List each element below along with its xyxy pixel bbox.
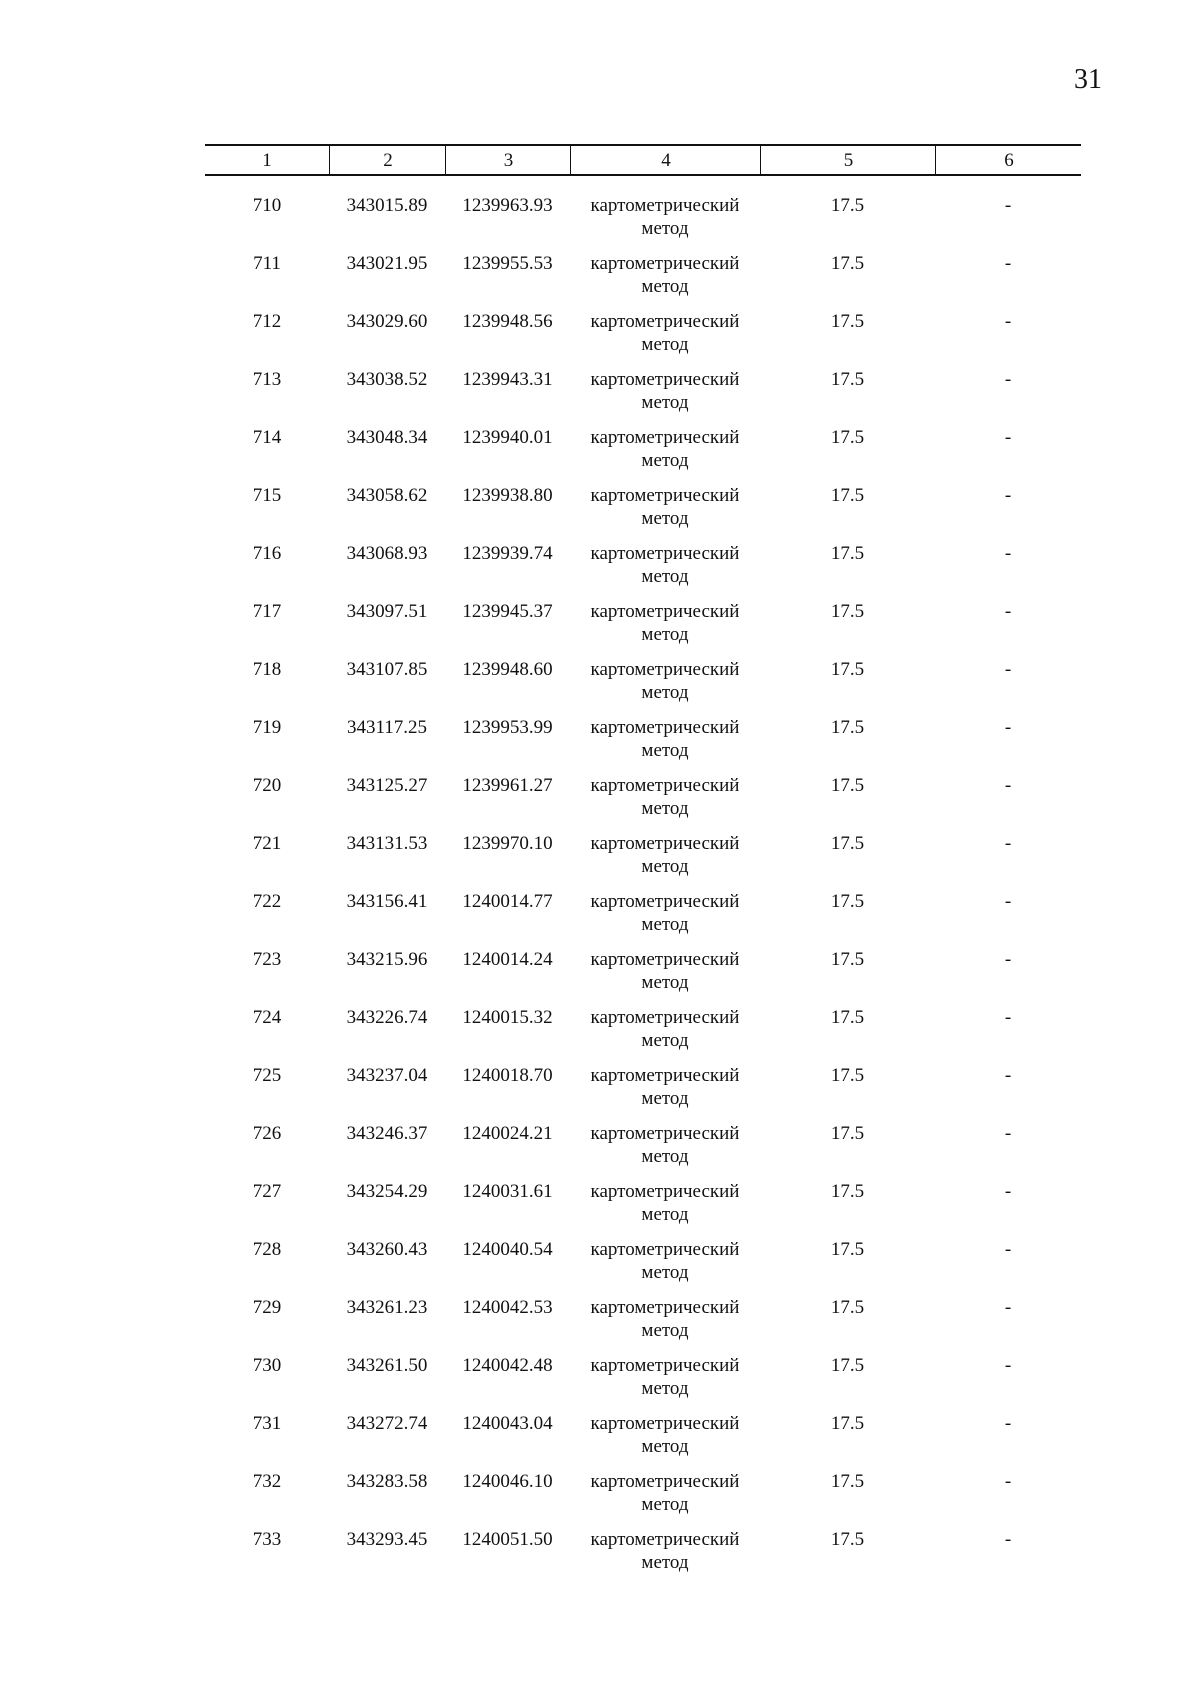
note-cell: - — [1004, 195, 1012, 216]
table-row — [205, 716, 1081, 774]
coordinate-x-cell: 343246.37 — [346, 1123, 428, 1144]
header-col-4: 4 — [570, 146, 761, 174]
method-cell — [570, 832, 760, 878]
note-cell: - — [1004, 1355, 1012, 1376]
method-line-2: метод — [641, 1320, 689, 1341]
method-line-2: метод — [641, 972, 689, 993]
table-row — [205, 542, 1081, 600]
coordinate-y-cell: 1239963.93 — [462, 195, 553, 216]
accuracy-cell: 17.5 — [830, 775, 865, 796]
accuracy-cell: 17.5 — [830, 1297, 865, 1318]
note-cell: - — [1004, 717, 1012, 738]
method-cell — [570, 542, 760, 588]
table-row — [205, 600, 1081, 658]
accuracy-cell: 17.5 — [830, 717, 865, 738]
coordinate-x-cell: 343272.74 — [346, 1413, 428, 1434]
coordinate-x-cell: 343260.43 — [346, 1239, 428, 1260]
method-line-2: метод — [641, 1088, 689, 1109]
point-number-cell: 715 — [252, 485, 282, 506]
method-line-1: картометрический — [590, 601, 740, 622]
table-row — [205, 658, 1081, 716]
note-cell: - — [1004, 1413, 1012, 1434]
coordinate-x-cell: 343125.27 — [346, 775, 428, 796]
coordinate-x-cell: 343156.41 — [346, 891, 428, 912]
coordinate-x-cell: 343254.29 — [346, 1181, 428, 1202]
coordinate-x-cell: 343107.85 — [346, 659, 428, 680]
point-number-cell: 729 — [252, 1297, 282, 1318]
coordinate-x-cell: 343283.58 — [346, 1471, 428, 1492]
method-line-1: картометрический — [590, 717, 740, 738]
note-cell: - — [1004, 1529, 1012, 1550]
accuracy-cell: 17.5 — [830, 427, 865, 448]
table-row — [205, 368, 1081, 426]
coordinate-y-cell: 1239961.27 — [462, 775, 553, 796]
coordinate-x-cell: 343226.74 — [346, 1007, 428, 1028]
method-line-2: метод — [641, 392, 689, 413]
point-number-cell: 726 — [252, 1123, 282, 1144]
method-line-1: картометрический — [590, 1007, 740, 1028]
method-line-1: картометрический — [590, 833, 740, 854]
page-number: 31 — [1074, 64, 1102, 95]
accuracy-cell: 17.5 — [830, 659, 865, 680]
method-line-2: метод — [641, 334, 689, 355]
method-line-1: картометрический — [590, 427, 740, 448]
coordinate-y-cell: 1240040.54 — [462, 1239, 553, 1260]
point-number-cell: 725 — [252, 1065, 282, 1086]
method-cell — [570, 600, 760, 646]
coordinate-x-cell: 343097.51 — [346, 601, 428, 622]
method-line-1: картометрический — [590, 659, 740, 680]
table-row — [205, 252, 1081, 310]
coordinates-table — [205, 144, 1081, 1586]
note-cell: - — [1004, 659, 1012, 680]
point-number-cell: 730 — [252, 1355, 282, 1376]
coordinate-y-cell: 1240024.21 — [462, 1123, 553, 1144]
accuracy-cell: 17.5 — [830, 1239, 865, 1260]
coordinate-y-cell: 1240031.61 — [462, 1181, 553, 1202]
method-line-1: картометрический — [590, 949, 740, 970]
note-cell: - — [1004, 369, 1012, 390]
table-row — [205, 310, 1081, 368]
note-cell: - — [1004, 1297, 1012, 1318]
point-number-cell: 716 — [252, 543, 282, 564]
point-number-cell: 717 — [252, 601, 282, 622]
method-cell — [570, 252, 760, 298]
header-col-3: 3 — [445, 146, 571, 174]
coordinate-x-cell: 343261.23 — [346, 1297, 428, 1318]
method-line-1: картометрический — [590, 485, 740, 506]
coordinate-y-cell: 1239948.56 — [462, 311, 553, 332]
table-header — [205, 144, 1081, 176]
coordinate-x-cell: 343131.53 — [346, 833, 428, 854]
point-number-cell: 721 — [252, 833, 282, 854]
note-cell: - — [1004, 833, 1012, 854]
method-line-1: картометрический — [590, 1355, 740, 1376]
point-number-cell: 718 — [252, 659, 282, 680]
table-row — [205, 194, 1081, 252]
method-line-1: картометрический — [590, 195, 740, 216]
method-line-1: картометрический — [590, 1065, 740, 1086]
method-line-2: метод — [641, 1378, 689, 1399]
method-cell — [570, 1354, 760, 1400]
note-cell: - — [1004, 311, 1012, 332]
point-number-cell: 720 — [252, 775, 282, 796]
coordinate-x-cell: 343237.04 — [346, 1065, 428, 1086]
method-line-2: метод — [641, 798, 689, 819]
method-line-1: картометрический — [590, 775, 740, 796]
table-row — [205, 1354, 1081, 1412]
note-cell: - — [1004, 601, 1012, 622]
accuracy-cell: 17.5 — [830, 891, 865, 912]
coordinate-y-cell: 1239943.31 — [462, 369, 553, 390]
point-number-cell: 724 — [252, 1007, 282, 1028]
method-line-1: картометрический — [590, 1297, 740, 1318]
method-line-2: метод — [641, 508, 689, 529]
point-number-cell: 728 — [252, 1239, 282, 1260]
coordinate-x-cell: 343117.25 — [346, 717, 428, 738]
coordinate-y-cell: 1240042.48 — [462, 1355, 553, 1376]
note-cell: - — [1004, 949, 1012, 970]
point-number-cell: 731 — [252, 1413, 282, 1434]
method-cell — [570, 310, 760, 356]
coordinate-y-cell: 1240015.32 — [462, 1007, 553, 1028]
table-row — [205, 1064, 1081, 1122]
method-line-2: метод — [641, 1494, 689, 1515]
coordinate-y-cell: 1239955.53 — [462, 253, 553, 274]
method-cell — [570, 658, 760, 704]
accuracy-cell: 17.5 — [830, 1355, 865, 1376]
coordinate-y-cell: 1239938.80 — [462, 485, 553, 506]
method-line-2: метод — [641, 914, 689, 935]
method-line-2: метод — [641, 276, 689, 297]
accuracy-cell: 17.5 — [830, 1181, 865, 1202]
method-line-2: метод — [641, 1146, 689, 1167]
note-cell: - — [1004, 891, 1012, 912]
note-cell: - — [1004, 253, 1012, 274]
table-row — [205, 1180, 1081, 1238]
method-cell — [570, 368, 760, 414]
method-line-1: картометрический — [590, 1123, 740, 1144]
note-cell: - — [1004, 1065, 1012, 1086]
method-line-2: метод — [641, 1030, 689, 1051]
table-row — [205, 1470, 1081, 1528]
accuracy-cell: 17.5 — [830, 543, 865, 564]
method-line-1: картометрический — [590, 1181, 740, 1202]
method-line-2: метод — [641, 1204, 689, 1225]
method-line-2: метод — [641, 740, 689, 761]
method-cell — [570, 1064, 760, 1110]
table-row — [205, 426, 1081, 484]
accuracy-cell: 17.5 — [830, 1471, 865, 1492]
header-col-6: 6 — [935, 146, 1082, 174]
accuracy-cell: 17.5 — [830, 1007, 865, 1028]
coordinate-y-cell: 1240051.50 — [462, 1529, 553, 1550]
point-number-cell: 711 — [253, 253, 281, 274]
point-number-cell: 719 — [252, 717, 282, 738]
method-line-1: картометрический — [590, 1413, 740, 1434]
method-cell — [570, 484, 760, 530]
accuracy-cell: 17.5 — [830, 1065, 865, 1086]
coordinate-y-cell: 1239970.10 — [462, 833, 553, 854]
coordinate-y-cell: 1240042.53 — [462, 1297, 553, 1318]
method-cell — [570, 716, 760, 762]
header-col-5: 5 — [760, 146, 936, 174]
note-cell: - — [1004, 1007, 1012, 1028]
table-row — [205, 948, 1081, 1006]
point-number-cell: 733 — [252, 1529, 282, 1550]
point-number-cell: 712 — [252, 311, 282, 332]
method-line-1: картометрический — [590, 311, 740, 332]
coordinate-x-cell: 343293.45 — [346, 1529, 428, 1550]
table-row — [205, 774, 1081, 832]
coordinate-y-cell: 1240046.10 — [462, 1471, 553, 1492]
note-cell: - — [1004, 1471, 1012, 1492]
coordinate-y-cell: 1240014.24 — [462, 949, 553, 970]
coordinate-x-cell: 343048.34 — [346, 427, 428, 448]
method-cell — [570, 890, 760, 936]
note-cell: - — [1004, 1123, 1012, 1144]
coordinate-x-cell: 343215.96 — [346, 949, 428, 970]
accuracy-cell: 17.5 — [830, 369, 865, 390]
method-line-1: картометрический — [590, 1529, 740, 1550]
point-number-cell: 710 — [252, 195, 282, 216]
point-number-cell: 713 — [252, 369, 282, 390]
table-row — [205, 484, 1081, 542]
accuracy-cell: 17.5 — [830, 311, 865, 332]
method-cell — [570, 1180, 760, 1226]
method-cell — [570, 948, 760, 994]
note-cell: - — [1004, 1239, 1012, 1260]
coordinate-x-cell: 343058.62 — [346, 485, 428, 506]
point-number-cell: 714 — [252, 427, 282, 448]
method-line-2: метод — [641, 450, 689, 471]
method-line-1: картометрический — [590, 253, 740, 274]
method-cell — [570, 1412, 760, 1458]
accuracy-cell: 17.5 — [830, 601, 865, 622]
coordinate-x-cell: 343029.60 — [346, 311, 428, 332]
accuracy-cell: 17.5 — [830, 1123, 865, 1144]
accuracy-cell: 17.5 — [830, 253, 865, 274]
method-line-2: метод — [641, 566, 689, 587]
method-line-1: картометрический — [590, 1239, 740, 1260]
method-line-2: метод — [641, 218, 689, 239]
method-cell — [570, 194, 760, 240]
table-row — [205, 1528, 1081, 1586]
accuracy-cell: 17.5 — [830, 1413, 865, 1434]
method-line-2: метод — [641, 1436, 689, 1457]
accuracy-cell: 17.5 — [830, 949, 865, 970]
method-cell — [570, 1296, 760, 1342]
method-cell — [570, 1238, 760, 1284]
coordinate-x-cell: 343021.95 — [346, 253, 428, 274]
coordinate-x-cell: 343038.52 — [346, 369, 428, 390]
method-line-1: картометрический — [590, 891, 740, 912]
method-cell — [570, 1122, 760, 1168]
point-number-cell: 727 — [252, 1181, 282, 1202]
note-cell: - — [1004, 427, 1012, 448]
point-number-cell: 732 — [252, 1471, 282, 1492]
method-line-1: картометрический — [590, 1471, 740, 1492]
header-col-2: 2 — [329, 146, 446, 174]
method-line-2: метод — [641, 682, 689, 703]
coordinate-y-cell: 1240043.04 — [462, 1413, 553, 1434]
point-number-cell: 722 — [252, 891, 282, 912]
table-row — [205, 890, 1081, 948]
coordinate-x-cell: 343068.93 — [346, 543, 428, 564]
coordinate-x-cell: 343015.89 — [346, 195, 428, 216]
coordinate-y-cell: 1239948.60 — [462, 659, 553, 680]
coordinate-y-cell: 1240018.70 — [462, 1065, 553, 1086]
method-line-1: картометрический — [590, 369, 740, 390]
method-cell — [570, 426, 760, 472]
note-cell: - — [1004, 543, 1012, 564]
table-row — [205, 1006, 1081, 1064]
point-number-cell: 723 — [252, 949, 282, 970]
method-cell — [570, 1470, 760, 1516]
note-cell: - — [1004, 485, 1012, 506]
table-row — [205, 1296, 1081, 1354]
accuracy-cell: 17.5 — [830, 485, 865, 506]
accuracy-cell: 17.5 — [830, 1529, 865, 1550]
method-line-2: метод — [641, 624, 689, 645]
method-line-2: метод — [641, 856, 689, 877]
coordinate-y-cell: 1239939.74 — [462, 543, 553, 564]
coordinate-y-cell: 1239940.01 — [462, 427, 553, 448]
note-cell: - — [1004, 775, 1012, 796]
method-cell — [570, 1528, 760, 1574]
table-row — [205, 1238, 1081, 1296]
header-col-1: 1 — [262, 150, 272, 171]
table-row — [205, 832, 1081, 890]
method-line-2: метод — [641, 1552, 689, 1573]
coordinate-y-cell: 1239945.37 — [462, 601, 553, 622]
method-cell — [570, 774, 760, 820]
method-line-2: метод — [641, 1262, 689, 1283]
accuracy-cell: 17.5 — [830, 833, 865, 854]
coordinate-y-cell: 1239953.99 — [462, 717, 553, 738]
coordinate-y-cell: 1240014.77 — [462, 891, 553, 912]
coordinate-x-cell: 343261.50 — [346, 1355, 428, 1376]
table-row — [205, 1122, 1081, 1180]
table-body — [205, 194, 1081, 1586]
method-cell — [570, 1006, 760, 1052]
note-cell: - — [1004, 1181, 1012, 1202]
accuracy-cell: 17.5 — [830, 195, 865, 216]
table-row — [205, 1412, 1081, 1470]
method-line-1: картометрический — [590, 543, 740, 564]
